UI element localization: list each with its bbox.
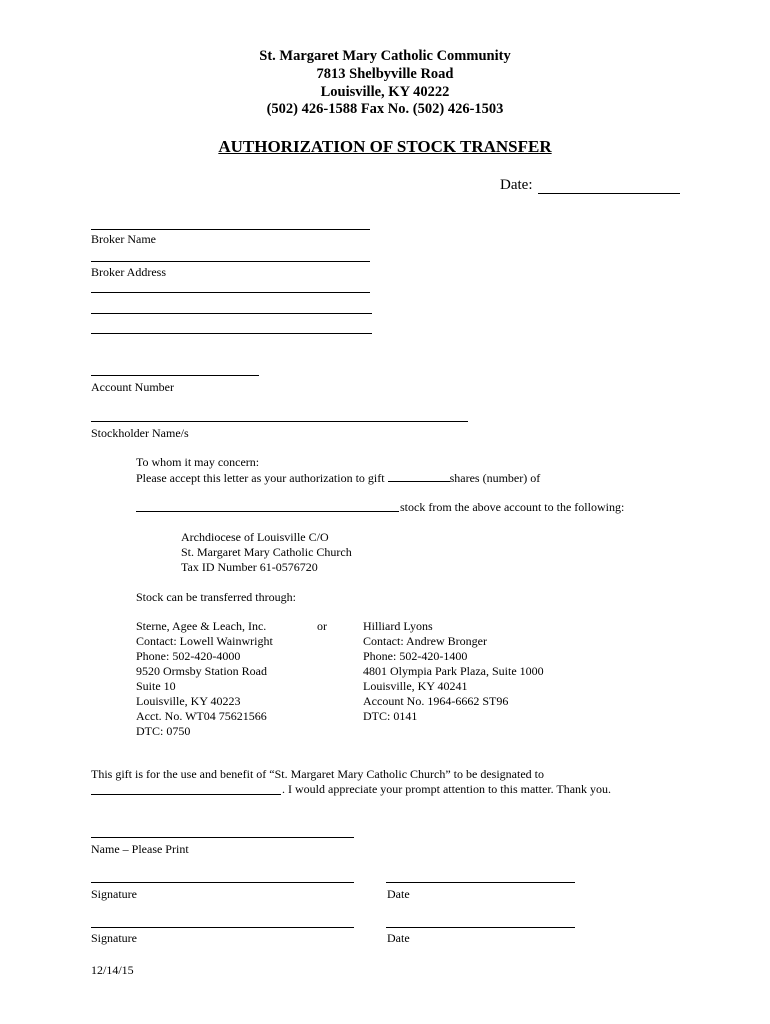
shares-number-blank[interactable] [388,470,450,482]
recipient-line-2: St. Margaret Mary Catholic Church [181,545,352,559]
letter-line-1 [136,470,540,486]
date-1-label: Date [387,887,410,901]
organization-phone-fax: (502) 426-1588 Fax No. (502) 426-1503 [266,101,504,117]
date-2-label: Date [387,931,410,945]
gift-line-1: This gift is for the use and benefit of “St. Margaret Mary Catholic Church” to be designated to [91,767,544,781]
broker-left-address-1: 9520 Ormsby Station Road [136,664,267,678]
broker-left-city: Louisville, KY 40223 [136,694,241,708]
letter-line-1-suffix: shares (number) of [449,471,541,485]
broker-right-block [363,619,544,724]
broker-right-account: Account No. 1964-6662 ST96 [363,694,509,708]
account-number-line[interactable] [91,375,259,376]
broker-left-phone: Phone: 502-420-4000 [136,649,241,663]
or-label: or [317,619,327,633]
broker-address-label: Broker Address [91,265,166,279]
broker-left-account: Acct. No. WT04 75621566 [136,709,267,723]
broker-address-line-1[interactable] [91,261,370,262]
broker-address-line-4[interactable] [91,333,372,334]
date-2-line[interactable] [386,927,575,928]
broker-right-name: Hilliard Lyons [363,619,433,633]
broker-name-label: Broker Name [91,232,156,246]
stock-name-blank[interactable] [136,511,399,512]
date-1-line[interactable] [386,882,575,883]
broker-left-dtc: DTC: 0750 [136,724,191,738]
broker-name-line[interactable] [91,229,370,230]
name-print-line[interactable] [91,837,354,838]
broker-right-city: Louisville, KY 40241 [363,679,468,693]
recipient-line-1: Archdiocese of Louisville C/O [181,530,329,544]
gift-line-2: . I would appreciate your prompt attention to this matter. Thank you. [282,782,612,796]
organization-street: 7813 Shelbyville Road [316,66,454,82]
stockholder-names-label: Stockholder Name/s [91,426,189,440]
organization-name: St. Margaret Mary Catholic Community [259,48,511,64]
date-label: Date: [500,177,533,193]
broker-address-line-2[interactable] [91,292,370,293]
transfer-through-text: Stock can be transferred through: [136,590,296,604]
broker-address-line-3[interactable] [91,313,372,314]
name-print-label: Name – Please Print [91,842,189,856]
organization-city: Louisville, KY 40222 [320,84,450,100]
signature-2-label: Signature [91,931,137,945]
broker-left-block [136,619,273,739]
letter-line-2: stock from the above account to the following: [400,500,625,514]
signature-2-line[interactable] [91,927,354,928]
broker-right-dtc: DTC: 0141 [363,709,418,723]
revision-date: 12/14/15 [91,963,134,977]
broker-left-address-2: Suite 10 [136,679,176,693]
recipient-line-3: Tax ID Number 61-0576720 [181,560,318,574]
date-line[interactable] [538,193,680,194]
stockholder-names-line[interactable] [91,421,468,422]
broker-right-contact: Contact: Andrew Bronger [363,634,487,648]
broker-left-name: Sterne, Agee & Leach, Inc. [136,619,267,633]
designation-blank[interactable] [91,794,281,795]
signature-1-label: Signature [91,887,137,901]
broker-right-phone: Phone: 502-420-1400 [363,649,468,663]
broker-left-contact: Contact: Lowell Wainwright [136,634,273,648]
form-title: AUTHORIZATION OF STOCK TRANSFER [218,137,552,156]
account-number-label: Account Number [91,380,174,394]
signature-1-line[interactable] [91,882,354,883]
letter-greeting: To whom it may concern: [136,455,260,469]
letter-line-1-text: Please accept this letter as your authorization to gift [136,471,388,485]
broker-right-address-1: 4801 Olympia Park Plaza, Suite 1000 [363,664,544,678]
